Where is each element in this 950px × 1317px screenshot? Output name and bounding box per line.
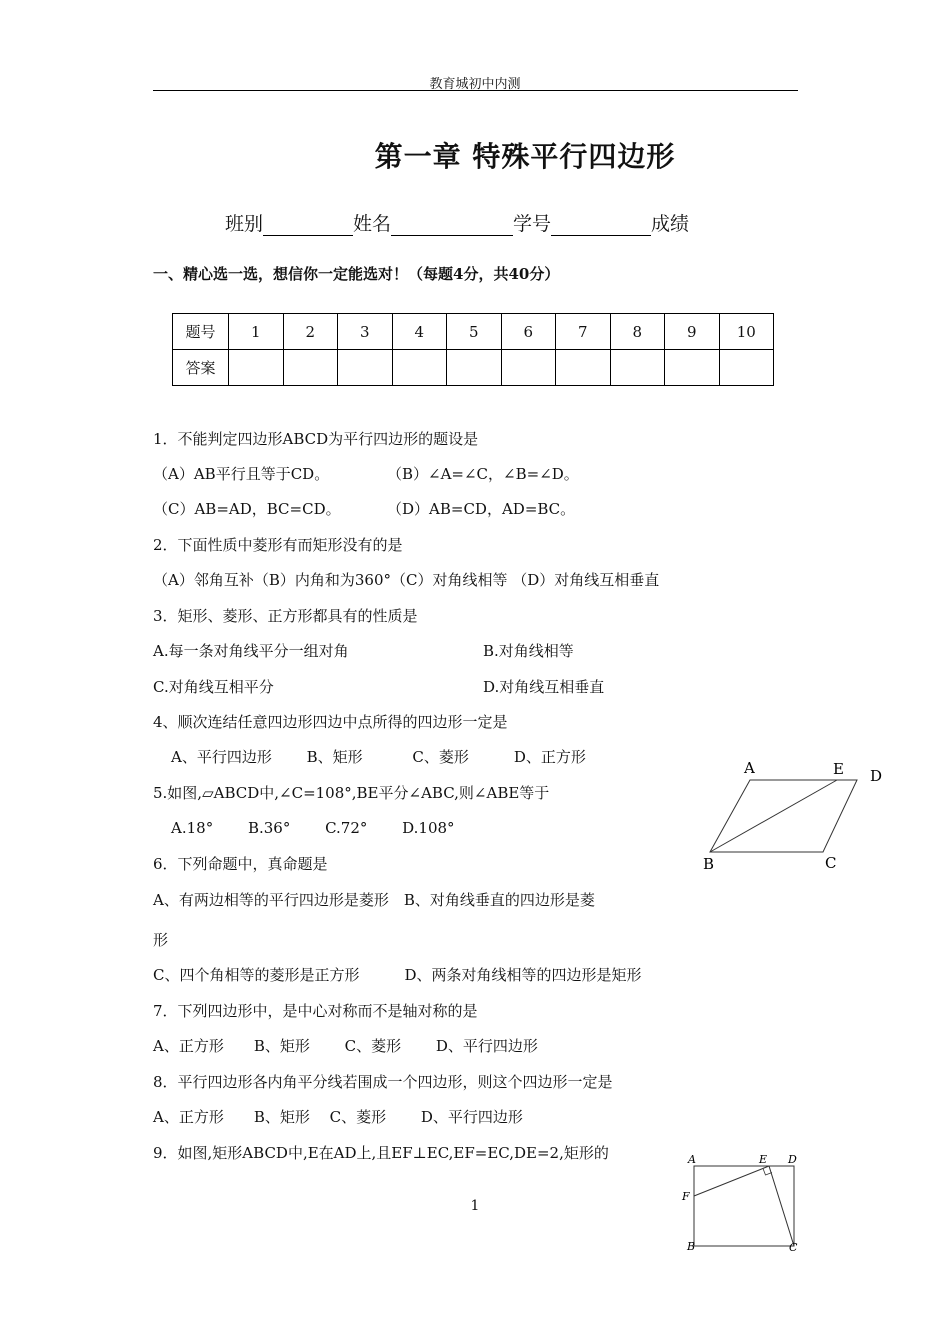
parallelogram-figure [695, 755, 895, 875]
table-row [173, 350, 774, 386]
label-d: D [870, 767, 883, 785]
table-row [173, 314, 774, 350]
label-e: E [759, 1153, 768, 1166]
question-8-stem: 8．平行四边形各内角平分线若围成一个四边形，则这个四边形一定是 [153, 1073, 613, 1091]
question-number: 6 [501, 314, 556, 350]
question-1-option-b: （B）∠A=∠C，∠B=∠D。 [387, 465, 579, 483]
question-3-option-b: B.对角线相等 [483, 642, 574, 660]
answer-cell[interactable] [283, 350, 338, 386]
answer-table [172, 313, 774, 386]
section-heading: 一、精心选一选，想信你一定能选对！（每题4分，共40分） [153, 265, 560, 283]
answer-cell[interactable] [229, 350, 284, 386]
page-number: 1 [470, 1198, 480, 1214]
question-number: 3 [338, 314, 393, 350]
row-label: 题号 [173, 314, 229, 350]
segment-ef [694, 1166, 769, 1196]
question-number: 10 [719, 314, 774, 350]
question-number: 2 [283, 314, 338, 350]
label-c: C [825, 854, 837, 872]
score-label: 成绩 [651, 213, 690, 235]
bisector-be [710, 780, 837, 852]
question-3-stem: 3．矩形、菱形、正方形都具有的性质是 [153, 607, 418, 625]
answer-cell[interactable] [719, 350, 774, 386]
question-6-line-1: A、有两边相等的平行四边形是菱形 B、对角线垂直的四边形是菱 [153, 891, 595, 909]
student-info-row [225, 209, 689, 236]
question-1-option-a: （A）AB平行且等于CD。 [153, 465, 330, 483]
question-5-options: A.18° B.36° C.72° D.108° [171, 819, 455, 837]
question-3-option-c: C.对角线互相平分 [153, 678, 274, 696]
question-1-option-d: （D）AB=CD，AD=BC。 [387, 500, 576, 518]
class-field[interactable] [263, 215, 353, 236]
label-b: B [703, 855, 715, 873]
label-b: B [687, 1240, 696, 1253]
question-number: 4 [392, 314, 447, 350]
label-a: A [744, 759, 755, 777]
question-number: 5 [447, 314, 502, 350]
answer-cell[interactable] [610, 350, 665, 386]
header-rule [153, 90, 798, 91]
answer-cell[interactable] [392, 350, 447, 386]
question-number: 7 [556, 314, 611, 350]
question-2-stem: 2．下面性质中菱形有而矩形没有的是 [153, 536, 403, 554]
id-field[interactable] [551, 215, 651, 236]
question-number: 9 [665, 314, 720, 350]
page-header: 教育城初中内测 [429, 77, 521, 92]
question-3-option-a: A.每一条对角线平分一组对角 [153, 642, 349, 660]
question-7-options: A、正方形 B、矩形 C、菱形 D、平行四边形 [153, 1037, 538, 1055]
question-6-line-3: C、四个角相等的菱形是正方形 D、两条对角线相等的四边形是矩形 [153, 966, 642, 984]
question-4-stem: 4、顺次连结任意四边形四边中点所得的四边形一定是 [153, 713, 508, 731]
question-number: 8 [610, 314, 665, 350]
parallelogram-outline [710, 780, 857, 852]
question-2-options: （A）邻角互补（B）内角和为360°（C）对角线相等 （D）对角线互相垂直 [153, 571, 660, 589]
answer-cell[interactable] [338, 350, 393, 386]
id-label: 学号 [513, 213, 552, 235]
question-6-stem: 6．下列命题中，真命题是 [153, 855, 328, 873]
label-f: F [682, 1190, 690, 1203]
class-label: 班别 [225, 213, 264, 235]
label-e: E [833, 760, 844, 778]
answer-cell[interactable] [665, 350, 720, 386]
question-3-option-d: D.对角线互相垂直 [483, 678, 605, 696]
name-field[interactable] [391, 215, 513, 236]
question-6-line-2: 形 [153, 931, 169, 949]
label-d: D [788, 1153, 797, 1166]
answer-cell[interactable] [447, 350, 502, 386]
question-number: 1 [229, 314, 284, 350]
question-1-option-c: （C）AB=AD，BC=CD。 [153, 500, 341, 518]
question-8-options: A、正方形 B、矩形 C、菱形 D、平行四边形 [153, 1108, 523, 1126]
question-7-stem: 7．下列四边形中，是中心对称而不是轴对称的是 [153, 1002, 478, 1020]
label-c: C [789, 1241, 798, 1254]
label-a: A [688, 1153, 696, 1166]
page-title: 第一章 特殊平行四边形 [374, 140, 676, 173]
question-1-stem: 1．不能判定四边形ABCD为平行四边形的题设是 [153, 430, 479, 448]
question-9-stem: 9．如图,矩形ABCD中,E在AD上,且EF⊥EC,EF=EC,DE=2,矩形的 [153, 1144, 609, 1162]
answer-cell[interactable] [501, 350, 556, 386]
answer-cell[interactable] [556, 350, 611, 386]
row-label: 答案 [173, 350, 229, 386]
name-label: 姓名 [353, 213, 392, 235]
question-5-stem: 5.如图,▱ABCD中,∠C=108°,BE平分∠ABC,则∠ABE等于 [153, 784, 550, 802]
question-4-options: A、平行四边形 B、矩形 C、菱形 D、正方形 [171, 748, 586, 766]
